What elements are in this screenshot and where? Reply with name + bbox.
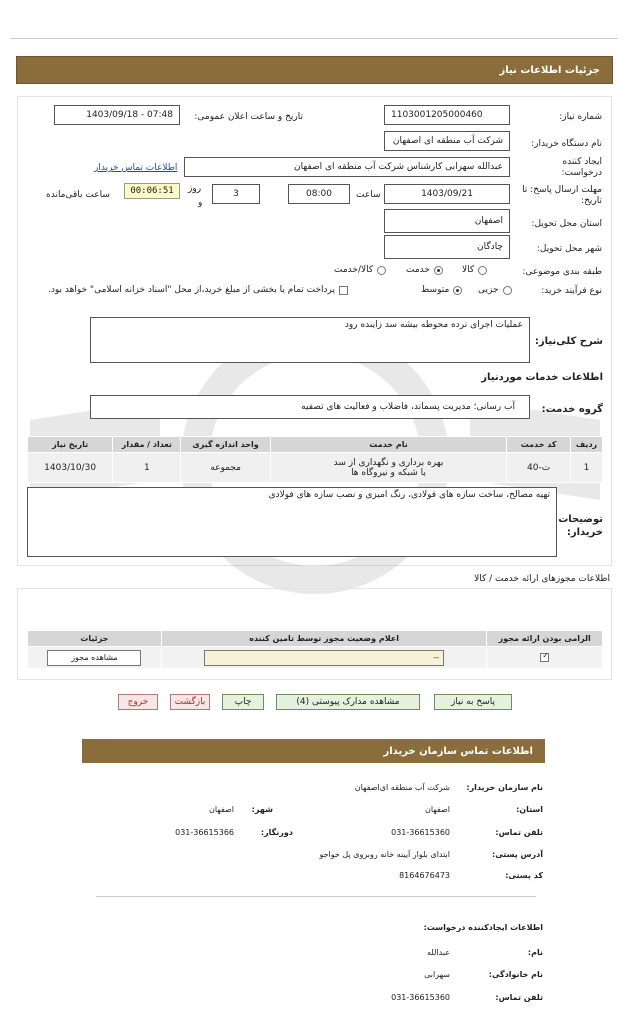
summary-textarea: عملیات اجرای نرده محوطه بیشه سد زاینده رود <box>90 317 530 363</box>
process-option-medium[interactable] <box>421 285 462 295</box>
col-unit: واحد اندازه گیری <box>181 437 270 453</box>
cell-qty: 1 <box>113 453 181 483</box>
license-row <box>28 647 603 669</box>
category-service-label: خدمت <box>406 265 430 275</box>
license-table <box>27 630 603 669</box>
col-date: تاریخ نیاز <box>28 437 113 453</box>
creator-field: عبدالله سهرابی کارشناس شرکت آب منطقه ای اصفهان <box>184 157 510 177</box>
creator-name-label: نام: <box>527 948 543 957</box>
day-label: روز <box>188 184 202 194</box>
col-name: نام خدمت <box>270 437 506 453</box>
lic-col-required: الزامی بودن ارائه مجوز <box>487 631 603 647</box>
radio-small[interactable] <box>503 286 512 295</box>
contact-province-label: استان: <box>516 805 543 814</box>
contact-city-label: شهر: <box>251 805 273 814</box>
contact-fax-label: دورنگار: <box>260 828 293 837</box>
lic-col-details: جزئیات <box>28 631 162 647</box>
announce-field: 1403/09/18 - 07:48 <box>54 105 180 125</box>
col-index: ردیف <box>571 437 603 453</box>
cell-date: 1403/10/30 <box>28 453 113 483</box>
items-table <box>27 436 603 483</box>
reply-button[interactable]: پاسخ به نیاز <box>434 694 512 710</box>
contact-org: شرکت آب منطقه ای‌اصفهان <box>354 783 450 792</box>
category-goods-label: کالا <box>462 265 475 275</box>
contact-address-label: آدرس پستی: <box>492 850 543 859</box>
deadline-date-field: 1403/09/21 <box>384 184 510 204</box>
service-group-field: آب رسانی؛ مدیریت پسماند، فاضلاب و فعالیت های تصفیه <box>90 395 530 419</box>
contact-title: اطلاعات تماس سازمان خریدار <box>383 745 533 757</box>
category-option-service[interactable] <box>406 265 443 275</box>
time-label: ساعت <box>356 190 381 200</box>
category-goods-service-label: کالا/خدمت <box>334 265 374 275</box>
service-group-label: گروه خدمت: <box>541 404 603 415</box>
radio-service[interactable] <box>434 266 443 275</box>
summary-label: شرح کلی‌نیاز: <box>534 336 603 347</box>
process-label: نوع فرآیند خرید: <box>541 286 602 296</box>
category-option-goods-service[interactable] <box>334 265 386 275</box>
view-license-button[interactable]: مشاهده مجوز <box>47 650 141 666</box>
buyer-org-label: نام دستگاه خریدار: <box>531 139 602 149</box>
payment-note: پرداخت تمام یا بخشی از مبلغ خرید،از محل "اسناد خزانه اسلامی" خواهد بود. <box>48 285 336 295</box>
payment-checkbox[interactable] <box>339 286 348 295</box>
cell-name <box>270 453 506 483</box>
need-number-label: شماره نیاز: <box>559 112 602 122</box>
need-number-field: 1103001205000460 <box>384 105 510 125</box>
table-row <box>28 453 603 483</box>
attachments-button[interactable]: مشاهده مدارک پیوستی (4) <box>276 694 420 710</box>
page-title: جزئیات اطلاعات نیاز <box>499 64 600 76</box>
process-option-small[interactable] <box>478 285 512 295</box>
contact-info-link[interactable]: اطلاعات تماس خریدار <box>94 163 178 173</box>
contact-org-label: نام سازمان خریدار: <box>466 783 543 792</box>
buyer-org-field: شرکت آب منطقه ای اصفهان <box>384 131 510 151</box>
creator-section-title: اطلاعات ایجادکننده درخواست: <box>423 923 543 932</box>
radio-goods-service[interactable] <box>377 266 386 275</box>
province-field: اصفهان <box>384 209 510 233</box>
col-qty: تعداد / مقدار <box>113 437 181 453</box>
announce-label: تاریخ و ساعت اعلان عمومی: <box>194 112 303 122</box>
license-required-checkbox[interactable]: ✓ <box>542 651 549 660</box>
page-header <box>16 56 613 84</box>
cell-unit: مجموعه <box>181 453 270 483</box>
deadline-time-field: 08:00 <box>288 184 350 204</box>
creator-label: ایجاد کننده درخواست: <box>561 157 602 178</box>
col-code: کد خدمت <box>507 437 571 453</box>
contact-postal: 8164676473 <box>399 871 450 880</box>
buyer-notes-label: توضیحات خریدار: <box>558 514 603 538</box>
city-label: شهر محل تحویل: <box>536 244 602 254</box>
city-field: چادگان <box>384 235 510 259</box>
deadline-label: مهلت ارسال پاسخ: تا تاریخ: <box>522 185 602 206</box>
back-button[interactable]: بازگشت <box>170 694 210 710</box>
contact-city: اصفهان <box>208 805 234 814</box>
license-title: اطلاعات مجوزهای ارائه خدمت / کالا <box>474 574 610 584</box>
contact-header <box>82 739 545 763</box>
contact-divider <box>96 896 536 897</box>
remaining-timer: 00:06:51 <box>124 183 180 199</box>
services-title: اطلاعات خدمات موردنیاز <box>481 372 603 383</box>
process-medium-label: متوسط <box>421 285 450 295</box>
exit-button[interactable]: خروج <box>118 694 158 710</box>
license-status-field[interactable]: -- <box>204 650 444 666</box>
top-divider <box>10 38 618 39</box>
print-button[interactable]: چاپ <box>222 694 264 710</box>
creator-family: سهرابی <box>424 970 450 979</box>
contact-postal-label: کد پستی: <box>505 871 543 880</box>
days-field: 3 <box>212 184 260 204</box>
buyer-notes-textarea: تهیه مصالح، ساخت سازه های فولادی، رنگ امیزی و نصب سازه های فولادی <box>27 487 557 557</box>
contact-phone: 031-36615360 <box>391 828 450 837</box>
cell-code: ت-40 <box>507 453 571 483</box>
category-label: طبقه بندی موضوعی: <box>522 267 602 277</box>
payment-option[interactable] <box>48 285 348 295</box>
radio-medium[interactable] <box>453 286 462 295</box>
category-option-goods[interactable] <box>462 265 487 275</box>
process-small-label: جزیی <box>478 285 499 295</box>
lic-col-status: اعلام وضعیت مجوز توسط تامین کننده <box>161 631 487 647</box>
creator-family-label: نام خانوادگی: <box>488 970 543 979</box>
province-label: استان محل تحویل: <box>531 219 602 229</box>
radio-goods[interactable] <box>478 266 487 275</box>
creator-phone-label: تلفن تماس: <box>495 993 543 1002</box>
cell-name-line1: بهره برداری و نگهداری از سد <box>333 457 444 468</box>
creator-name: عبدالله <box>427 948 450 957</box>
remaining-label: ساعت باقی‌مانده <box>46 190 110 200</box>
cell-index: 1 <box>571 453 603 483</box>
contact-address: ابتدای بلوار آیینه خانه روبروی پل خواجو <box>319 850 450 859</box>
contact-fax: 031-36615366 <box>175 828 234 837</box>
cell-name-line2: یا شبکه و نیروگاه ها <box>351 467 426 478</box>
contact-province: اصفهان <box>424 805 450 814</box>
contact-phone-label: تلفن تماس: <box>495 828 543 837</box>
creator-phone: 031-36615360 <box>391 993 450 1002</box>
and-label: و <box>198 198 203 208</box>
